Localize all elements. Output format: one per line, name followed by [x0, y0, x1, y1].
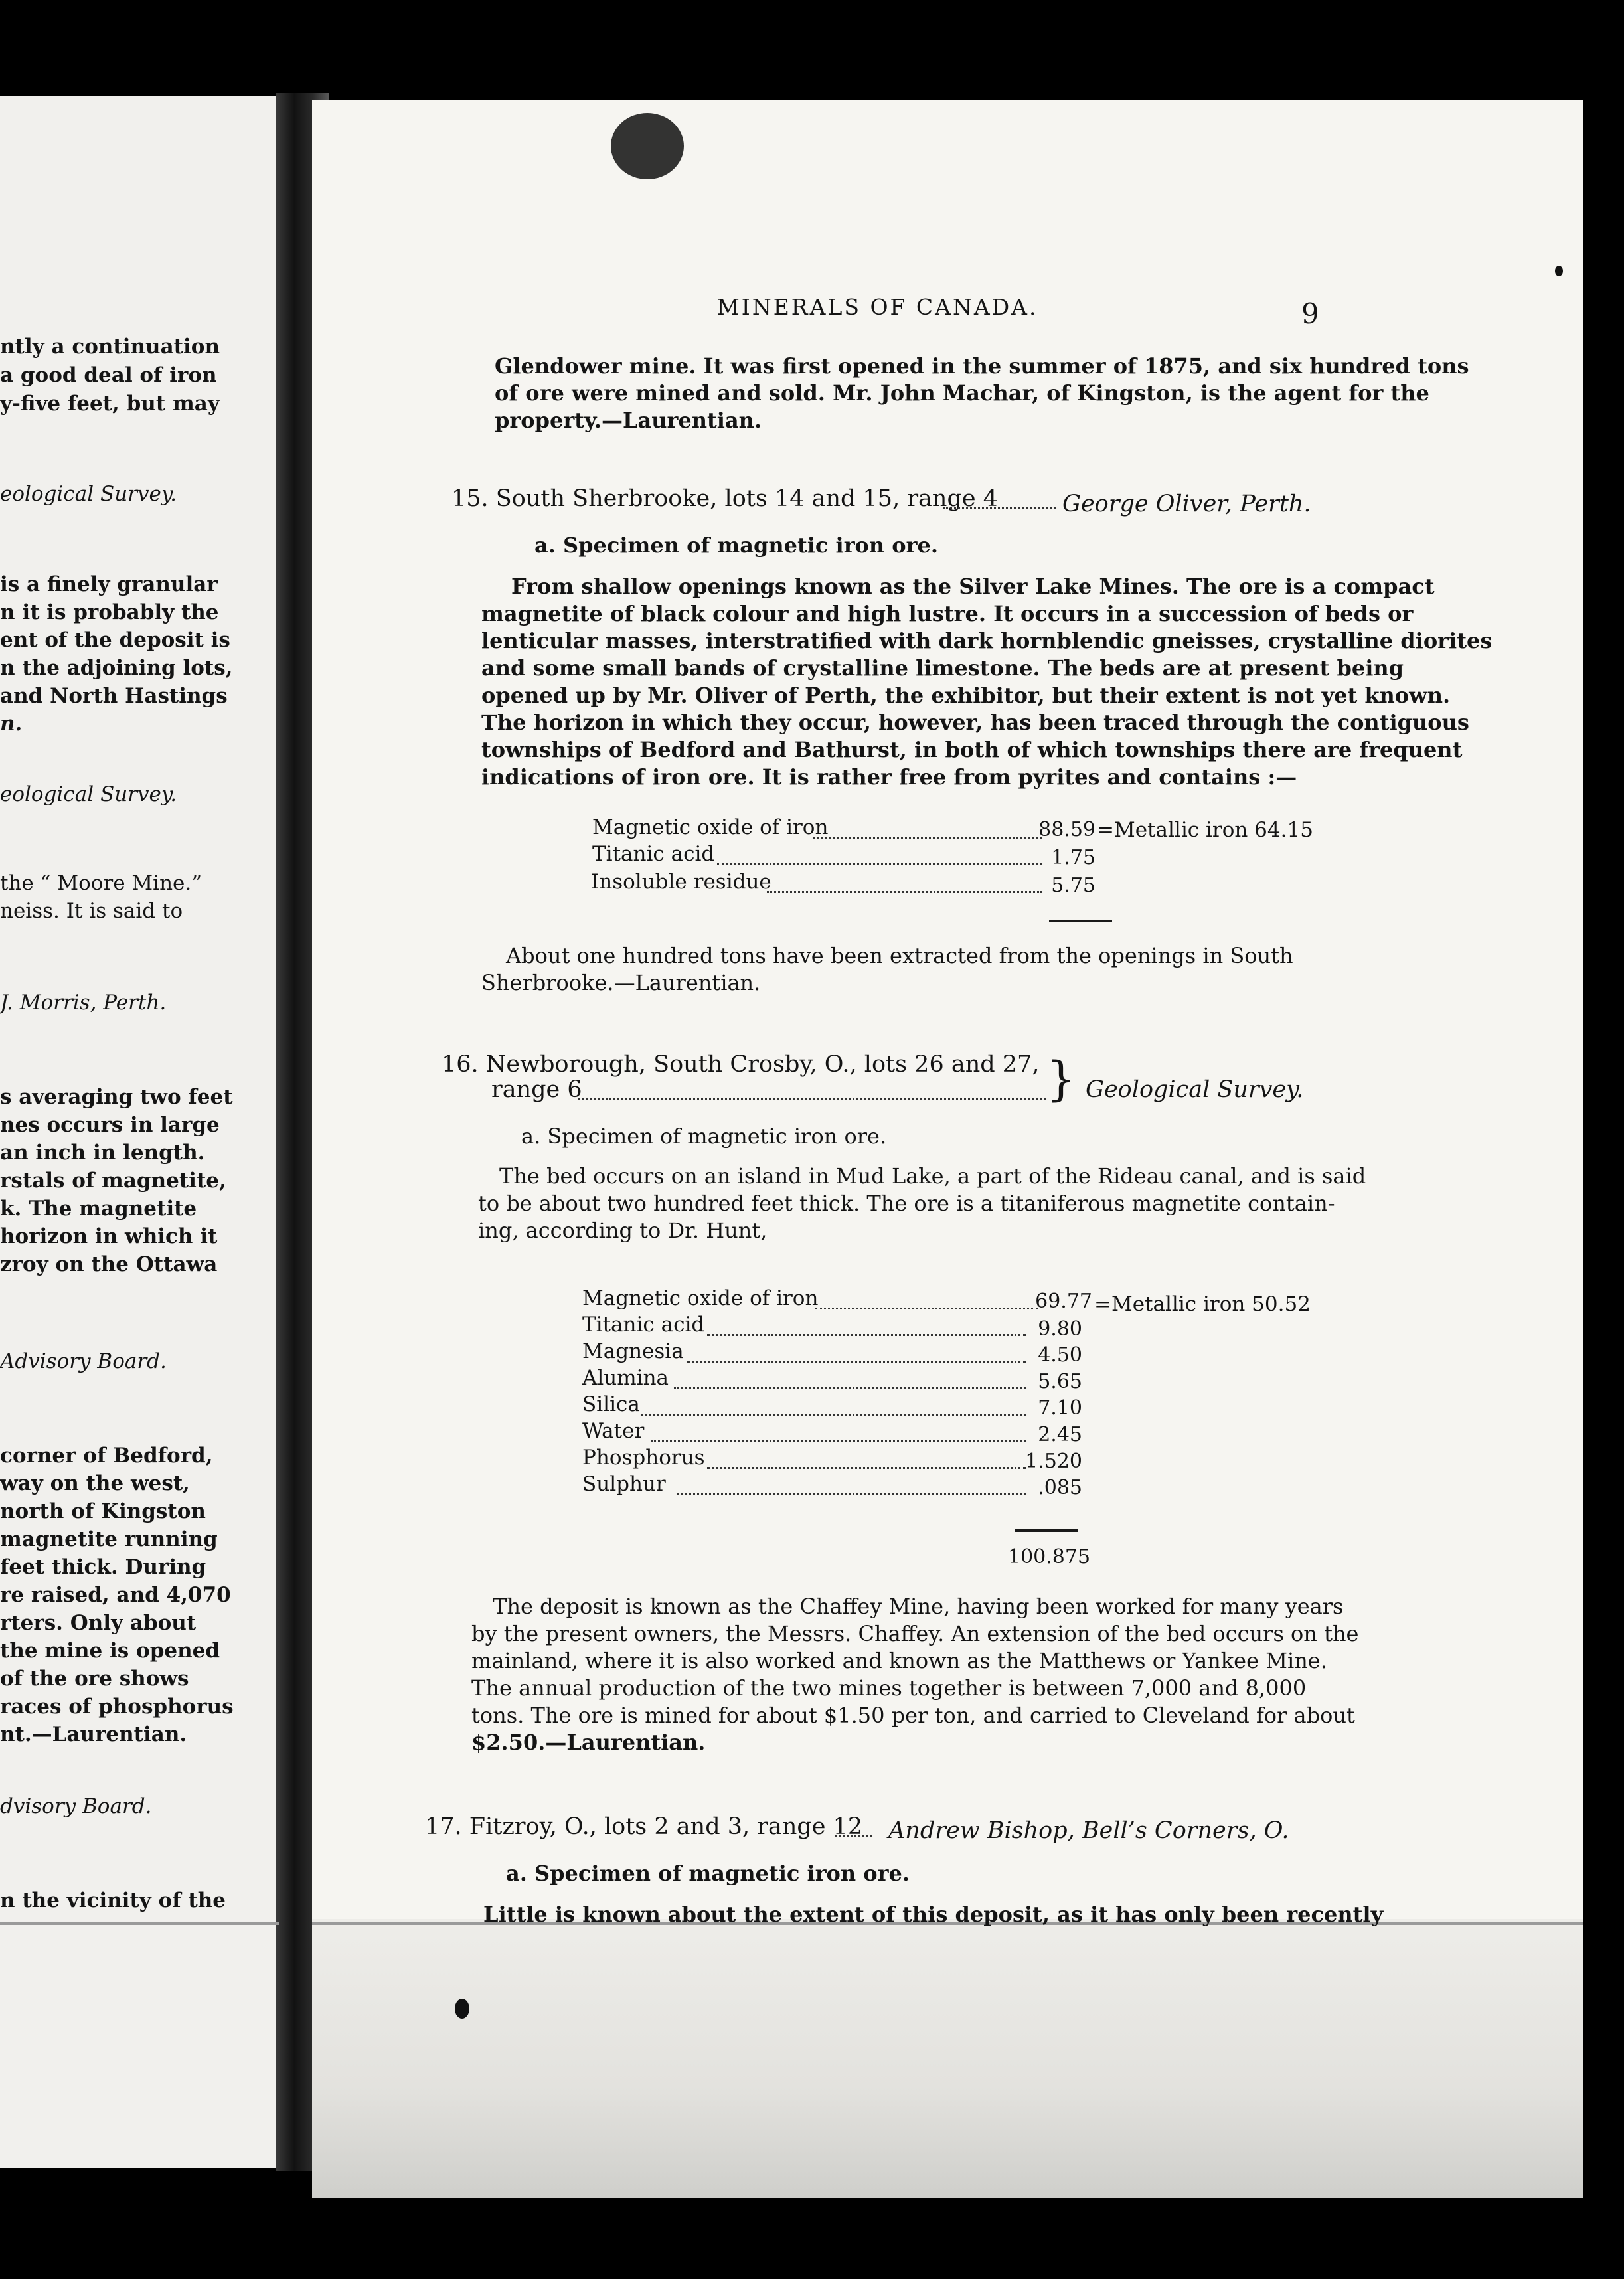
- ink-dot: [1555, 266, 1563, 276]
- left-line: ntly a continuation: [0, 335, 220, 359]
- analysis-label: Insoluble residue: [591, 870, 771, 894]
- leader-dots: [813, 835, 1042, 839]
- body-line: The horizon in which they occur, however, has been traced through the contiguous: [481, 710, 1469, 735]
- total-rule: [1015, 1529, 1078, 1532]
- ink-blot: [611, 113, 684, 179]
- body-line: and some small bands of crystalline limestone. The beds are at present being: [481, 655, 1404, 681]
- body-line: ing, according to Dr. Hunt,: [478, 1218, 768, 1243]
- analysis-label: Sulphur: [582, 1472, 666, 1496]
- left-line: n it is probably the: [0, 600, 219, 624]
- left-line: rters. Only about: [0, 1611, 197, 1635]
- left-line: a good deal of iron: [0, 363, 217, 387]
- analysis-label: Titanic acid: [582, 1313, 705, 1337]
- analysis-label: Water: [582, 1419, 645, 1443]
- body-line: mainland, where it is also worked and known as the Matthews or Yankee Mine.: [471, 1648, 1327, 1673]
- brace: }: [1046, 1052, 1076, 1106]
- entry-heading: 17. Fitzroy, O., lots 2 and 3, range 12: [425, 1814, 863, 1840]
- analysis-value: 1.520: [1025, 1450, 1082, 1473]
- left-line: dvisory Board.: [0, 1794, 152, 1818]
- left-line: y-five feet, but may: [0, 392, 220, 416]
- analysis-total: 100.875: [1008, 1545, 1091, 1568]
- analysis-value: 5.65: [1038, 1370, 1082, 1393]
- left-line: feet thick. During: [0, 1555, 206, 1579]
- left-line: the “ Moore Mine.”: [0, 871, 203, 895]
- analysis-label: Phosphorus: [582, 1446, 705, 1470]
- left-line: neiss. It is said to: [0, 899, 183, 923]
- exhibitor: Andrew Bishop, Bell’s Corners, O.: [888, 1817, 1289, 1844]
- analysis-value: .085: [1038, 1476, 1082, 1499]
- analysis-value: 88.59: [1038, 818, 1096, 841]
- analysis-label: Titanic acid: [592, 842, 715, 866]
- entry-heading: 16. Newborough, South Crosby, O., lots 26 and 27,: [442, 1051, 1040, 1078]
- left-line: n the adjoining lots,: [0, 656, 233, 680]
- left-line: races of phosphorus: [0, 1695, 234, 1719]
- leader-dots: [767, 889, 1042, 893]
- entry-heading: 15. South Sherbrooke, lots 14 and 15, range 4: [451, 485, 998, 512]
- analysis-value: 1.75: [1051, 846, 1096, 869]
- left-line: s averaging two feet: [0, 1085, 233, 1109]
- left-line: magnetite running: [0, 1527, 218, 1551]
- specimen-line: a. Specimen of magnetic iron ore.: [534, 533, 938, 558]
- left-line: nes occurs in large: [0, 1113, 220, 1137]
- running-title: MINERALS OF CANADA.: [717, 294, 1038, 320]
- analysis-value: 5.75: [1051, 874, 1096, 897]
- analysis-value: 9.80: [1038, 1317, 1082, 1341]
- leader-dots: [835, 1833, 872, 1837]
- left-line: re raised, and 4,070: [0, 1583, 231, 1607]
- body-line: to be about two hundred feet thick. The ore is a titaniferous magnetite contain-: [478, 1191, 1335, 1216]
- left-line: Advisory Board.: [0, 1349, 167, 1373]
- body-line: magnetite of black colour and high lustre. It occurs in a succession of beds or: [481, 601, 1414, 626]
- exhibitor: George Oliver, Perth.: [1062, 491, 1311, 517]
- left-line: north of Kingston: [0, 1499, 206, 1523]
- page-bottom-shadow: [312, 1919, 1583, 2198]
- leader-dots: [707, 1465, 1026, 1469]
- analysis-label: Magnetic oxide of iron: [592, 815, 829, 839]
- ink-dot: [455, 1999, 469, 2019]
- page-number: 9: [1301, 297, 1319, 330]
- body-line: About one hundred tons have been extracted from the openings in South: [506, 943, 1293, 968]
- leader-dots: [707, 1332, 1026, 1336]
- body-line: Sherbrooke.—Laurentian.: [481, 970, 761, 995]
- left-line: k. The magnetite: [0, 1197, 197, 1221]
- total-rule: [1049, 920, 1112, 922]
- left-line: an inch in length.: [0, 1141, 205, 1165]
- left-line: of the ore shows: [0, 1667, 189, 1691]
- analysis-label: Magnetic oxide of iron: [582, 1286, 819, 1310]
- leader-dots: [815, 1306, 1038, 1309]
- specimen-line: a. Specimen of magnetic iron ore.: [506, 1861, 910, 1886]
- left-line: ent of the deposit is: [0, 628, 230, 652]
- body-line: townships of Bedford and Bathurst, in both of which townships there are frequent: [481, 737, 1463, 762]
- left-line: corner of Bedford,: [0, 1444, 213, 1468]
- body-line: lenticular masses, interstratified with dark hornblendic gneisses, crystalline diorites: [481, 628, 1493, 653]
- exhibitor: Geological Survey.: [1086, 1076, 1304, 1103]
- body-line: property.—Laurentian.: [495, 408, 762, 433]
- leader-dots: [677, 1491, 1026, 1495]
- body-line: The deposit is known as the Chaffey Mine, having been worked for many years: [493, 1594, 1344, 1619]
- left-line: n the vicinity of the: [0, 1889, 226, 1912]
- body-line: tons. The ore is mined for about $1.50 per ton, and carried to Cleveland for about: [471, 1703, 1355, 1728]
- analysis-value: 7.10: [1038, 1396, 1082, 1420]
- body-line: From shallow openings known as the Silver Lake Mines. The ore is a compact: [511, 574, 1435, 599]
- scan-rule-line: [0, 1922, 279, 1925]
- left-line: rstals of magnetite,: [0, 1169, 226, 1193]
- body-line: of ore were mined and sold. Mr. John Machar, of Kingston, is the agent for the: [495, 380, 1429, 406]
- leader-dots: [687, 1359, 1026, 1363]
- left-line: nt.—Laurentian.: [0, 1723, 187, 1746]
- leader-dots: [717, 861, 1042, 865]
- analysis-label: Magnesia: [582, 1339, 684, 1363]
- body-line: by the present owners, the Messrs. Chaffey. An extension of the bed occurs on the: [471, 1621, 1359, 1646]
- left-line: and North Hastings: [0, 684, 228, 708]
- body-line: The annual production of the two mines together is between 7,000 and 8,000: [471, 1675, 1307, 1701]
- analysis-label: Silica: [582, 1393, 640, 1416]
- body-line: Little is known about the extent of this deposit, as it has only been recently: [483, 1902, 1384, 1927]
- leader-dots: [651, 1438, 1026, 1442]
- analysis-note: =Metallic iron 64.15: [1097, 818, 1313, 842]
- left-line: zroy on the Ottawa: [0, 1252, 218, 1276]
- left-line: is a finely granular: [0, 572, 218, 596]
- analysis-label: Alumina: [582, 1366, 669, 1390]
- left-line: horizon in which it: [0, 1224, 218, 1248]
- body-line: Glendower mine. It was first opened in the summer of 1875, and six hundred tons: [495, 353, 1469, 379]
- leader-dots: [578, 1096, 1046, 1100]
- body-line: indications of iron ore. It is rather free from pyrites and contains :—: [481, 764, 1297, 790]
- leader-dots: [674, 1385, 1026, 1389]
- entry-heading: range 6: [491, 1076, 582, 1103]
- analysis-value: 2.45: [1038, 1423, 1082, 1446]
- body-line: The bed occurs on an island in Mud Lake, a part of the Rideau canal, and is said: [499, 1163, 1366, 1189]
- body-line: $2.50.—Laurentian.: [471, 1730, 706, 1755]
- body-line: opened up by Mr. Oliver of Perth, the exhibitor, but their extent is not yet known.: [481, 683, 1451, 708]
- analysis-note: =Metallic iron 50.52: [1094, 1292, 1311, 1316]
- left-line: eological Survey.: [0, 482, 177, 506]
- analysis-value: 4.50: [1038, 1343, 1082, 1367]
- left-line: way on the west,: [0, 1472, 190, 1495]
- leader-dots: [943, 505, 1056, 509]
- left-line: J. Morris, Perth.: [0, 991, 167, 1015]
- left-line: n.: [0, 712, 23, 736]
- left-line: the mine is opened: [0, 1639, 220, 1663]
- left-line: eological Survey.: [0, 782, 177, 806]
- leader-dots: [641, 1412, 1026, 1416]
- specimen-line: a. Specimen of magnetic iron ore.: [521, 1124, 887, 1149]
- analysis-value: 69.77: [1035, 1290, 1092, 1313]
